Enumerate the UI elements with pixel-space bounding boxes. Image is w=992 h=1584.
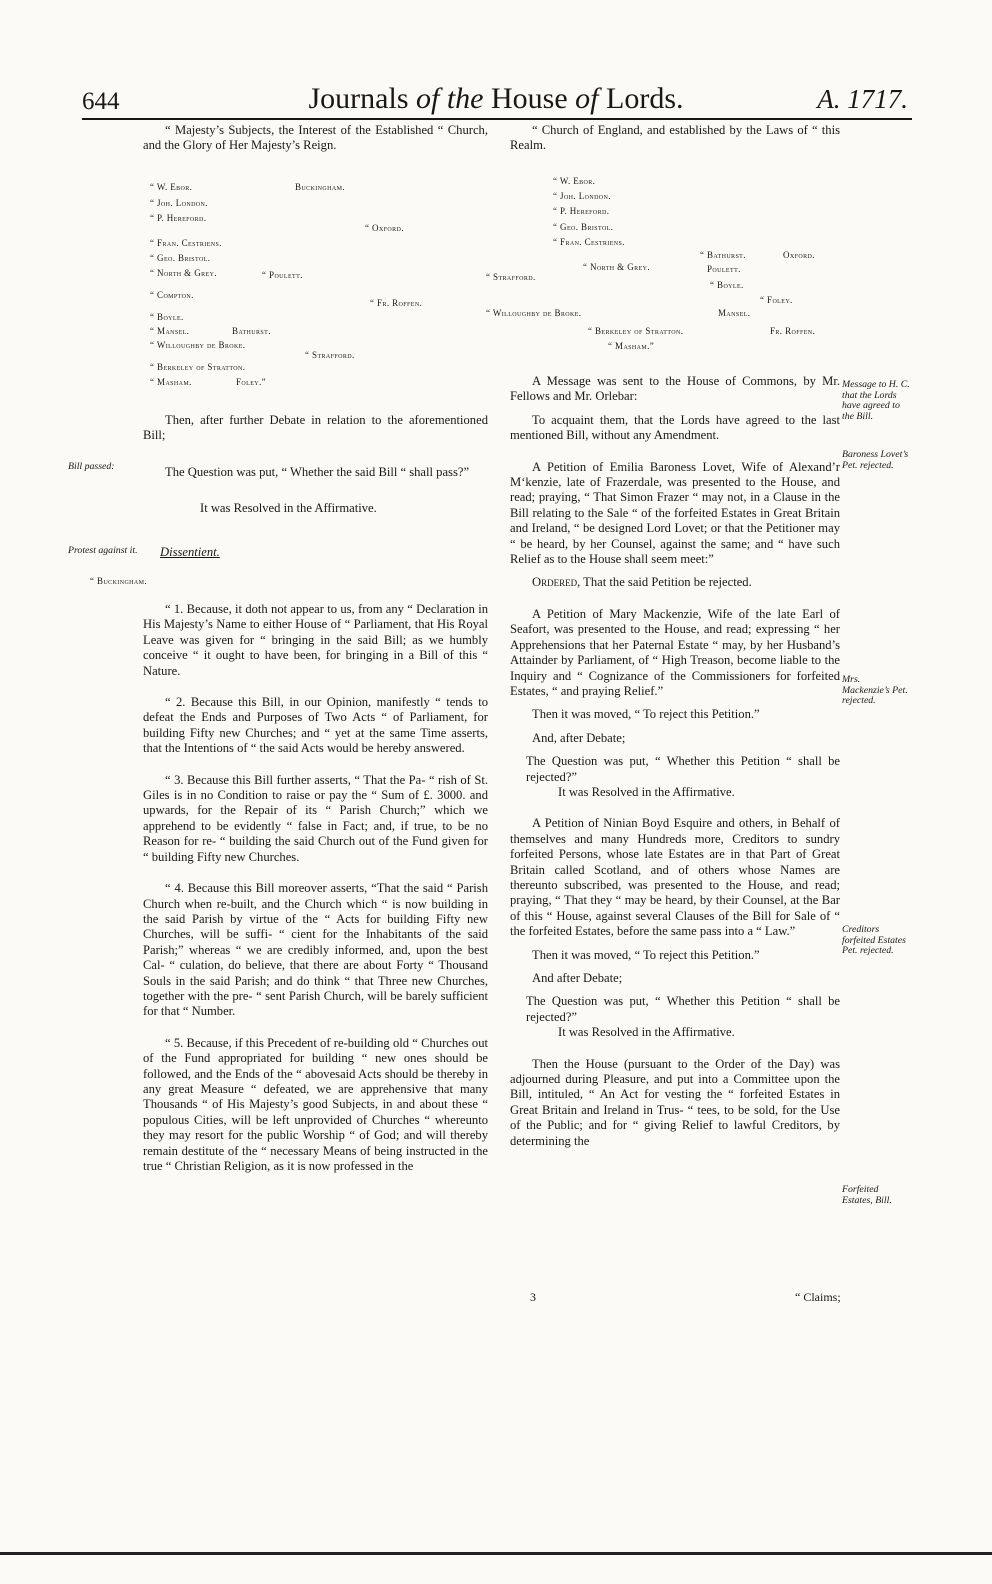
page-title: Journals of the House of Lords. [308,82,684,115]
left-resolved: It was Resolved in the Affirmative. [200,501,377,515]
signatory: “ Willoughby de Broke. [486,308,582,318]
signatory: “ Fr. Roffen. [370,298,423,308]
margin-note: Creditors forfeited Estates Pet. rejected. [842,924,906,956]
right-column [510,123,840,154]
signatory: “ Foley. [760,295,793,305]
signatory: “ Fran. Cestriens. [150,238,222,248]
margin-note: Bill passed: [68,461,115,472]
signatory: “ North & Grey. [150,268,217,278]
acquaint-text: To acquaint them, that the Lords have agreed to the last mentioned Bill, without any Amendment. [510,412,840,443]
dissent-signatory: “ Buckingham. [90,576,148,586]
signatory: “ P. Hereford. [150,213,207,223]
signatory: Mansel. [718,308,751,318]
signatory: “ Masham.” [608,341,655,351]
reason-4: “ 4. Because this Bill moreover asserts, “That the said “ Parish Church when re-built, and the Church which “ is now building in the said Parish by virtue of the “ Acts for building Fifty new Churches, will be suffi- “ cient for the Inhabitants of the said Parish;” whereas “ we are credibly informed, and, upon the best Cal- “ culation, do believe, that there are about Forty “ Thousand Souls in the said Parish; and do think “ that Three new Churches, together with the pre- “ sent Parish Church, will be barely sufficient for that “ Number. [143,881,488,1019]
signatory: “ Strafford. [305,350,355,360]
message-to-commons: A Message was sent to the House of Commons, by Mr. Fellows and Mr. Orlebar: [510,374,840,404]
left-debate: Then, after further Debate in relation to the aforementioned Bill; [143,413,488,443]
signatory: Buckingham. [295,182,345,192]
moved-line: Then it was moved, “ To reject this Petition.” [532,947,760,962]
margin-note: Message to H. C. that the Lords have agreed to the Bill. [842,379,910,422]
left-column [143,123,488,154]
question-line: The Question was put, “ Whether this Petition “ shall be rejected?” [526,994,840,1024]
reason-2: “ 2. Because this Bill, in our Opinion, manifestly “ tends to defeat the Ends and Purposes of Two Acts “ of Parliament, for building Fifty new Churches; and “ yet at the same Time asserts, that the Intentions of “ the said Acts would be hereby answered. [143,695,488,756]
signatory: “ North & Grey. [583,262,650,272]
left-intro: “ Majesty’s Subjects, the Interest of the Established “ Church, and the Glory of Her Majesty’s Reign. [143,123,488,153]
left-question: The Question was put, “ Whether the said Bill “ shall pass?” [165,465,470,479]
signatory: “ W. Ebor. [150,182,193,192]
signatory: “ Joh. London. [553,191,611,201]
margin-note: Protest against it. [68,545,138,556]
reason-5: “ 5. Because, if this Precedent of re-building old “ Churches out of the Fund appropriated for building “ new ones should be followed, and the Ends of the “ abovesaid Acts should be thereby in any great Measure “ defeated, we are apprehensive that many Thousands “ of His Majesty’s good Subjects, in and about these “ populous Cities, will be left unprovided of Churches “ whereunto they may resort for the public Worship “ of God; and will thereby remain destitute of the “ necessary Means of being instructed in the true “ Christian Religion, as it is now professed in the [143,1035,488,1173]
signatory: Bathurst. [232,326,271,336]
catchword: “ Claims; [795,1290,841,1304]
signatory: “ Oxford. [365,223,404,233]
signatory: “ Poulett. [262,270,303,280]
right-intro: “ Church of England, and established by the Laws of “ this Realm. [510,123,840,153]
signatory: Fr. Roffen. [770,326,816,336]
signatory: “ Masham. [150,377,192,387]
signatory: “ Fran. Cestriens. [553,237,625,247]
signatory: Foley.” [236,377,267,387]
debate-line: And after Debate; [532,971,623,985]
margin-note: Baroness Lovet’s Pet. rejected. [842,449,909,471]
signatory: “ Willoughby de Broke. [150,340,246,350]
committee-paragraph: Then the House (pursuant to the Order of the Day) was adjourned during Pleasure, and put into a Committee upon the Bill, intituled, “ An Act for vesting the “ forfeited Estates in Great Britain and Ireland in Trus- “ tees, to be sold, for the Use of the Public; and for “ giving Relief to lawful Creditors, by determining the [510,1056,840,1148]
debate-line: And, after Debate; [532,730,626,745]
moved-line: Then it was moved, “ To reject this Petition.” [532,707,760,722]
protest-reasons [143,602,488,1174]
signatory: “ P. Hereford. [553,206,610,216]
ordered-line: Ordered, That the said Petition be rejected. [532,575,752,590]
signatory: Poulett. [707,264,741,274]
signature-mark: 3 [530,1290,536,1304]
year: A. 1717. [817,84,908,114]
signatory: “ Boyle. [710,280,744,290]
margin-note: Forfeited Estates, Bill. [842,1184,892,1206]
signatory: “ Strafford. [486,272,536,282]
signatory: “ Bathurst. [700,250,746,260]
signatory: “ Geo. Bristol. [553,222,614,232]
signatory: “ Boyle. [150,312,184,322]
boyd-petition: A Petition of Ninian Boyd Esquire and others, in Behalf of themselves and many Hundreds more, Creditors to sundry forfeited Persons, whose late Estates are in that Part of Great Britain called Scotland, and of others whose Names are thereunto subscribed, was presented to the House, and read; praying, “ That they “ may be heard, by their Counsel, at the Bar of this “ House, against several Clauses of the Bill for Sale of “ the forfeited Estates, before the same pass into a “ Law.” [510,816,840,939]
signatory: Oxford. [783,250,815,260]
right-body [510,374,840,1149]
mackenzie-petition: A Petition of Mary Mackenzie, Wife of the late Earl of Seafort, was presented to the House, and read; expressing “ her Apprehensions that her Paternal Estate “ may, by her Husband’s Attainder by Parliament, of “ High Treason, become liable to the Inquiry and “ Cognizance of the Commissioners for forfeited Estates, “ and praying Relief.” [510,606,840,698]
signatory: “ Mansel. [150,326,190,336]
signatory: “ Joh. London. [150,198,208,208]
question-line: The Question was put, “ Whether this Petition “ shall be rejected?” [526,754,840,784]
margin-note: Mrs. Mackenzie’s Pet. rejected. [842,674,908,706]
signatory: “ Geo. Bristol. [150,253,211,263]
reason-3: “ 3. Because this Bill further asserts, “ That the Pa- “ rish of St. Giles is in no Condition to raise or pay the “ Sum of £. 3000. and upwards, for the Repair of its “ Parish Church;” which we apprehend to be evidently “ false in Fact; and, if true, to be no Reason for re- “ building the said Church out of the Fund given for “ building Fifty new Churches. [143,772,488,864]
signatory: “ Compton. [150,290,194,300]
footer-rule [0,1552,992,1555]
page-number: 644 [82,88,120,115]
resolved-line: It was Resolved in the Affirmative. [558,784,735,799]
dissentient: Dissentient. [160,545,220,559]
reason-1: “ 1. Because, it doth not appear to us, from any “ Declaration in His Majesty’s Name to either House of “ Parliament, that His Royal Leave was given for “ bringing in the said Bill; as we humbly conceive “ it ought to have been, for bringing in a Bill of this “ Nature. [143,602,488,678]
signatory: “ Berkeley of Stratton. [150,362,246,372]
signatory: “ W. Ebor. [553,176,596,186]
resolved-line: It was Resolved in the Affirmative. [558,1025,735,1040]
signatory: “ Berkeley of Stratton. [588,326,684,336]
header-rule [82,118,912,120]
lovet-petition: A Petition of Emilia Baroness Lovet, Wife of Alexand’r M‘kenzie, late of Frazerdale, was presented to the House, and read; praying, “ That Simon Frazer “ may not, in a Clause in the Bill relating to the Sale “ of the forfeited Estates in Great Britain and Ireland, “ be designed Lord Lovet; or that the Petitioner may “ be heard, by her Counsel, against the same; and “ have such Relief as to the House shall seem meet:” [510,459,840,567]
page-header [0,78,992,118]
